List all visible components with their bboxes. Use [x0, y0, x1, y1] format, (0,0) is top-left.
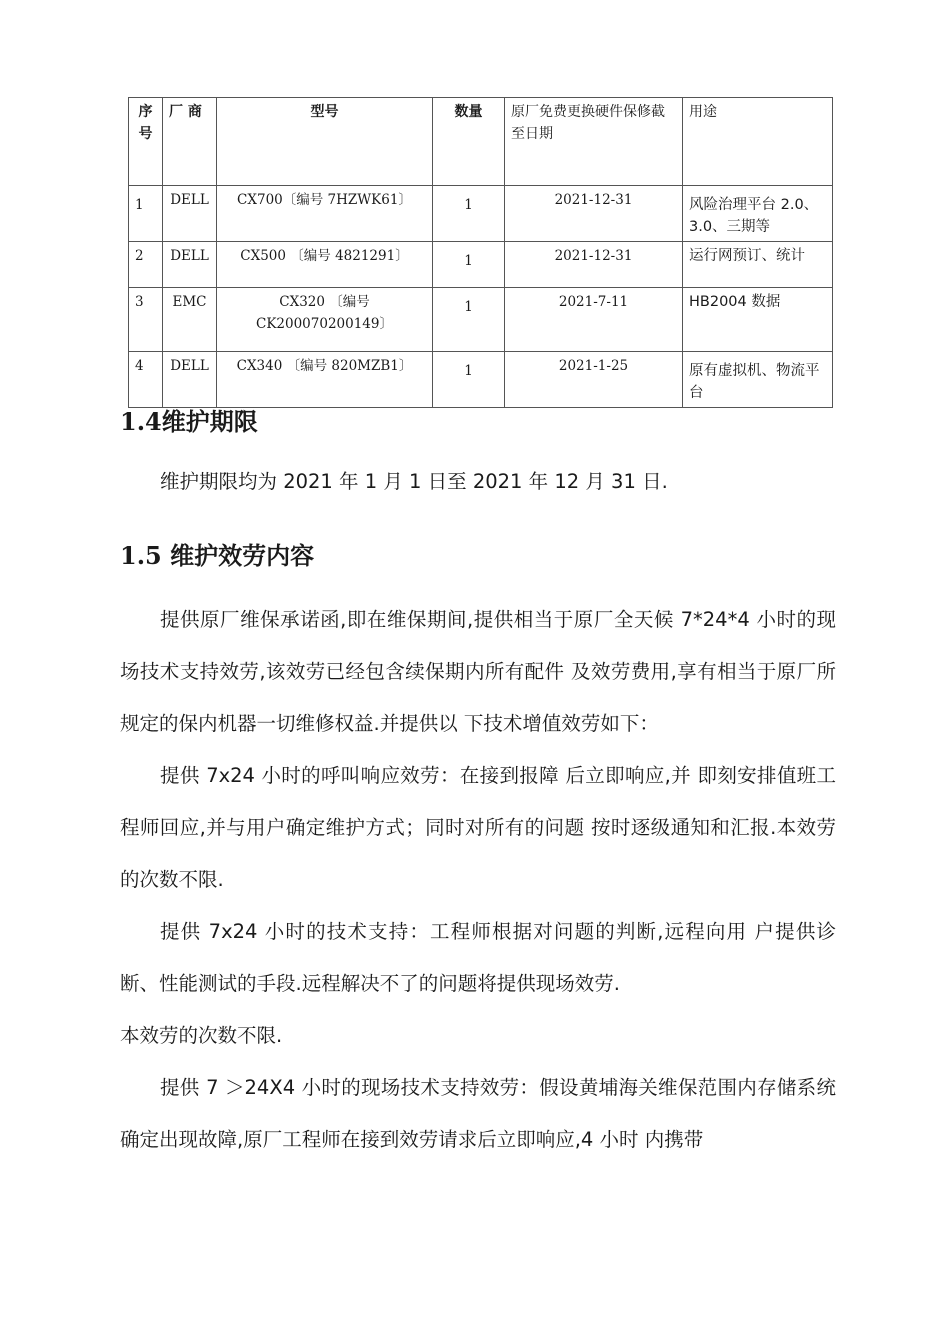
cell-no: 2	[129, 242, 163, 288]
cell-vendor: DELL	[163, 186, 217, 242]
header-usage: 用途	[683, 98, 833, 186]
header-no: 序 号	[129, 98, 163, 186]
cell-usage: HB2004 数据	[683, 288, 833, 352]
cell-model: CX700〔编号 7HZWK61〕	[217, 186, 433, 242]
cell-no: 4	[129, 352, 163, 408]
header-qty: 数量	[433, 98, 505, 186]
paragraph: 提供 7 ＞24X4 小时的现场技术支持效劳：假设黄埔海关维保范围内存储系统确定出现故障,原厂工程师在接到效劳请求后立即响应,4 小时 内携带	[120, 1076, 836, 1151]
table-row	[129, 352, 833, 408]
section-1-5-body	[120, 594, 836, 1166]
cell-qty: 1	[433, 242, 505, 288]
paragraph: 提供 7x24 小时的呼叫响应效劳：在接到报障 后立即响应,并 即刻安排值班工程师回应,并与用户确定维护方式；同时对所有的问题 按时逐级通知和汇报.本效劳的次数不限.	[120, 764, 836, 891]
header-model: 型号	[217, 98, 433, 186]
cell-model: CX320 〔编号 CK200070200149〕	[217, 288, 433, 352]
paragraph: 维护期限均为 2021 年 1 月 1 日至 2021 年 12 月 31 日.	[160, 470, 668, 493]
table-header-row	[129, 98, 833, 186]
cell-usage: 运行网预订、统计	[683, 242, 833, 288]
table-row	[129, 288, 833, 352]
section-heading-1-4: 1.4维护期限	[120, 407, 258, 436]
cell-qty: 1	[433, 186, 505, 242]
table-row	[129, 186, 833, 242]
paragraph: 提供 7x24 小时的技术支持：工程师根据对问题的判断,远程向用 户提供诊断、性能测试的手段.远程解决不了的问题将提供现场效劳.	[120, 920, 836, 995]
cell-no: 3	[129, 288, 163, 352]
section-heading-1-5: 1.5 维护效劳内容	[120, 541, 315, 570]
paragraph: 本效劳的次数不限.	[120, 1024, 283, 1047]
cell-date: 2021-12-31	[505, 242, 683, 288]
hardware-table	[128, 97, 833, 408]
table-row	[129, 242, 833, 288]
cell-model: CX500 〔编号 4821291〕	[217, 242, 433, 288]
cell-usage: 风险治理平台 2.0、3.0、三期等	[683, 186, 833, 242]
cell-model: CX340 〔编号 820MZB1〕	[217, 352, 433, 408]
header-vendor: 厂 商	[163, 98, 217, 186]
cell-qty: 1	[433, 352, 505, 408]
paragraph: 提供原厂维保承诺函,即在维保期间,提供相当于原厂全天候 7*24*4 小时的现场技术支持效劳,该效劳已经包含续保期内所有配件 及效劳费用,享有相当于原厂所规定的保内机器一切维修权益.并提供以 下技术增值效劳如下：	[120, 608, 836, 735]
section-1-4-text	[120, 456, 836, 508]
cell-qty: 1	[433, 288, 505, 352]
cell-date: 2021-1-25	[505, 352, 683, 408]
cell-date: 2021-12-31	[505, 186, 683, 242]
cell-vendor: EMC	[163, 288, 217, 352]
cell-date: 2021-7-11	[505, 288, 683, 352]
header-warranty-date: 原厂免费更换硬件保修截至日期	[505, 98, 683, 186]
cell-vendor: DELL	[163, 242, 217, 288]
cell-usage: 原有虚拟机、物流平台	[683, 352, 833, 408]
cell-no: 1	[129, 186, 163, 242]
cell-vendor: DELL	[163, 352, 217, 408]
